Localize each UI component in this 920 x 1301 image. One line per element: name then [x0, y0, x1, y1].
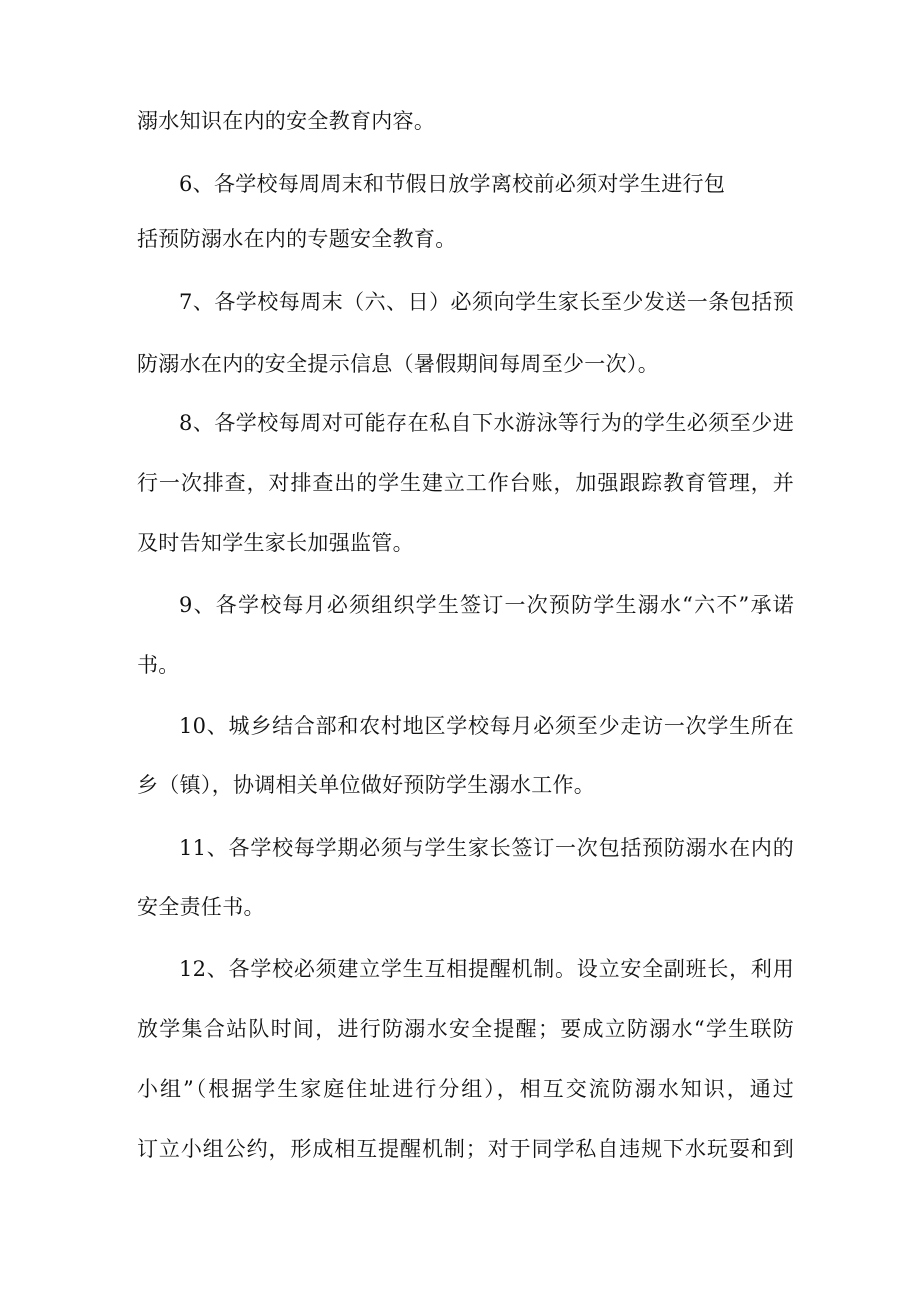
paragraph-12-line-2: 放学集合站队时间，进行防溺水安全提醒；要成立防溺水“学生联防 — [137, 1017, 794, 1041]
paragraph-12-line-1: 12、各学校必须建立学生互相提醒机制。设立安全副班长，利用 — [179, 957, 794, 981]
paragraph-9-line-2: 书。 — [137, 653, 180, 677]
text-line: 溺水知识在内的安全教育内容。 — [137, 109, 436, 133]
paragraph-6-line-2: 括预防溺水在内的专题安全教育。 — [137, 227, 457, 251]
paragraph-12-line-4: 订立小组公约，形成相互提醒机制；对于同学私自违规下水玩耍和到 — [137, 1137, 794, 1161]
paragraph-11-line-2: 安全责任书。 — [137, 895, 265, 919]
paragraph-8-line-1: 8、各学校每周对可能存在私自下水游泳等行为的学生必须至少进 — [179, 411, 794, 435]
paragraph-6-line-1: 6、各学校每周周末和节假日放学离校前必须对学生进行包 — [179, 172, 726, 196]
paragraph-7-line-2: 防溺水在内的安全提示信息（暑假期间每周至少一次）。 — [137, 352, 659, 376]
paragraph-11-line-1: 11、各学校每学期必须与学生家长签订一次包括预防溺水在内的 — [179, 836, 794, 860]
paragraph-9-line-1: 9、各学校每月必须组织学生签订一次预防学生溺水“六不”承诺 — [179, 593, 794, 617]
paragraph-7-line-1: 7、各学校每周末（六、日）必须向学生家长至少发送一条包括预 — [179, 290, 794, 314]
paragraph-8-line-3: 及时告知学生家长加强监管。 — [137, 531, 414, 555]
paragraph-12-line-3: 小组”（根据学生家庭住址进行分组），相互交流防溺水知识，通过 — [137, 1077, 794, 1101]
paragraph-8-line-2: 行一次排查，对排查出的学生建立工作台账，加强跟踪教育管理，并 — [137, 471, 794, 495]
paragraph-10-line-1: 10、城乡结合部和农村地区学校每月必须至少走访一次学生所在 — [179, 714, 794, 738]
paragraph-10-line-2: 乡（镇），协调相关单位做好预防学生溺水工作。 — [137, 773, 596, 797]
